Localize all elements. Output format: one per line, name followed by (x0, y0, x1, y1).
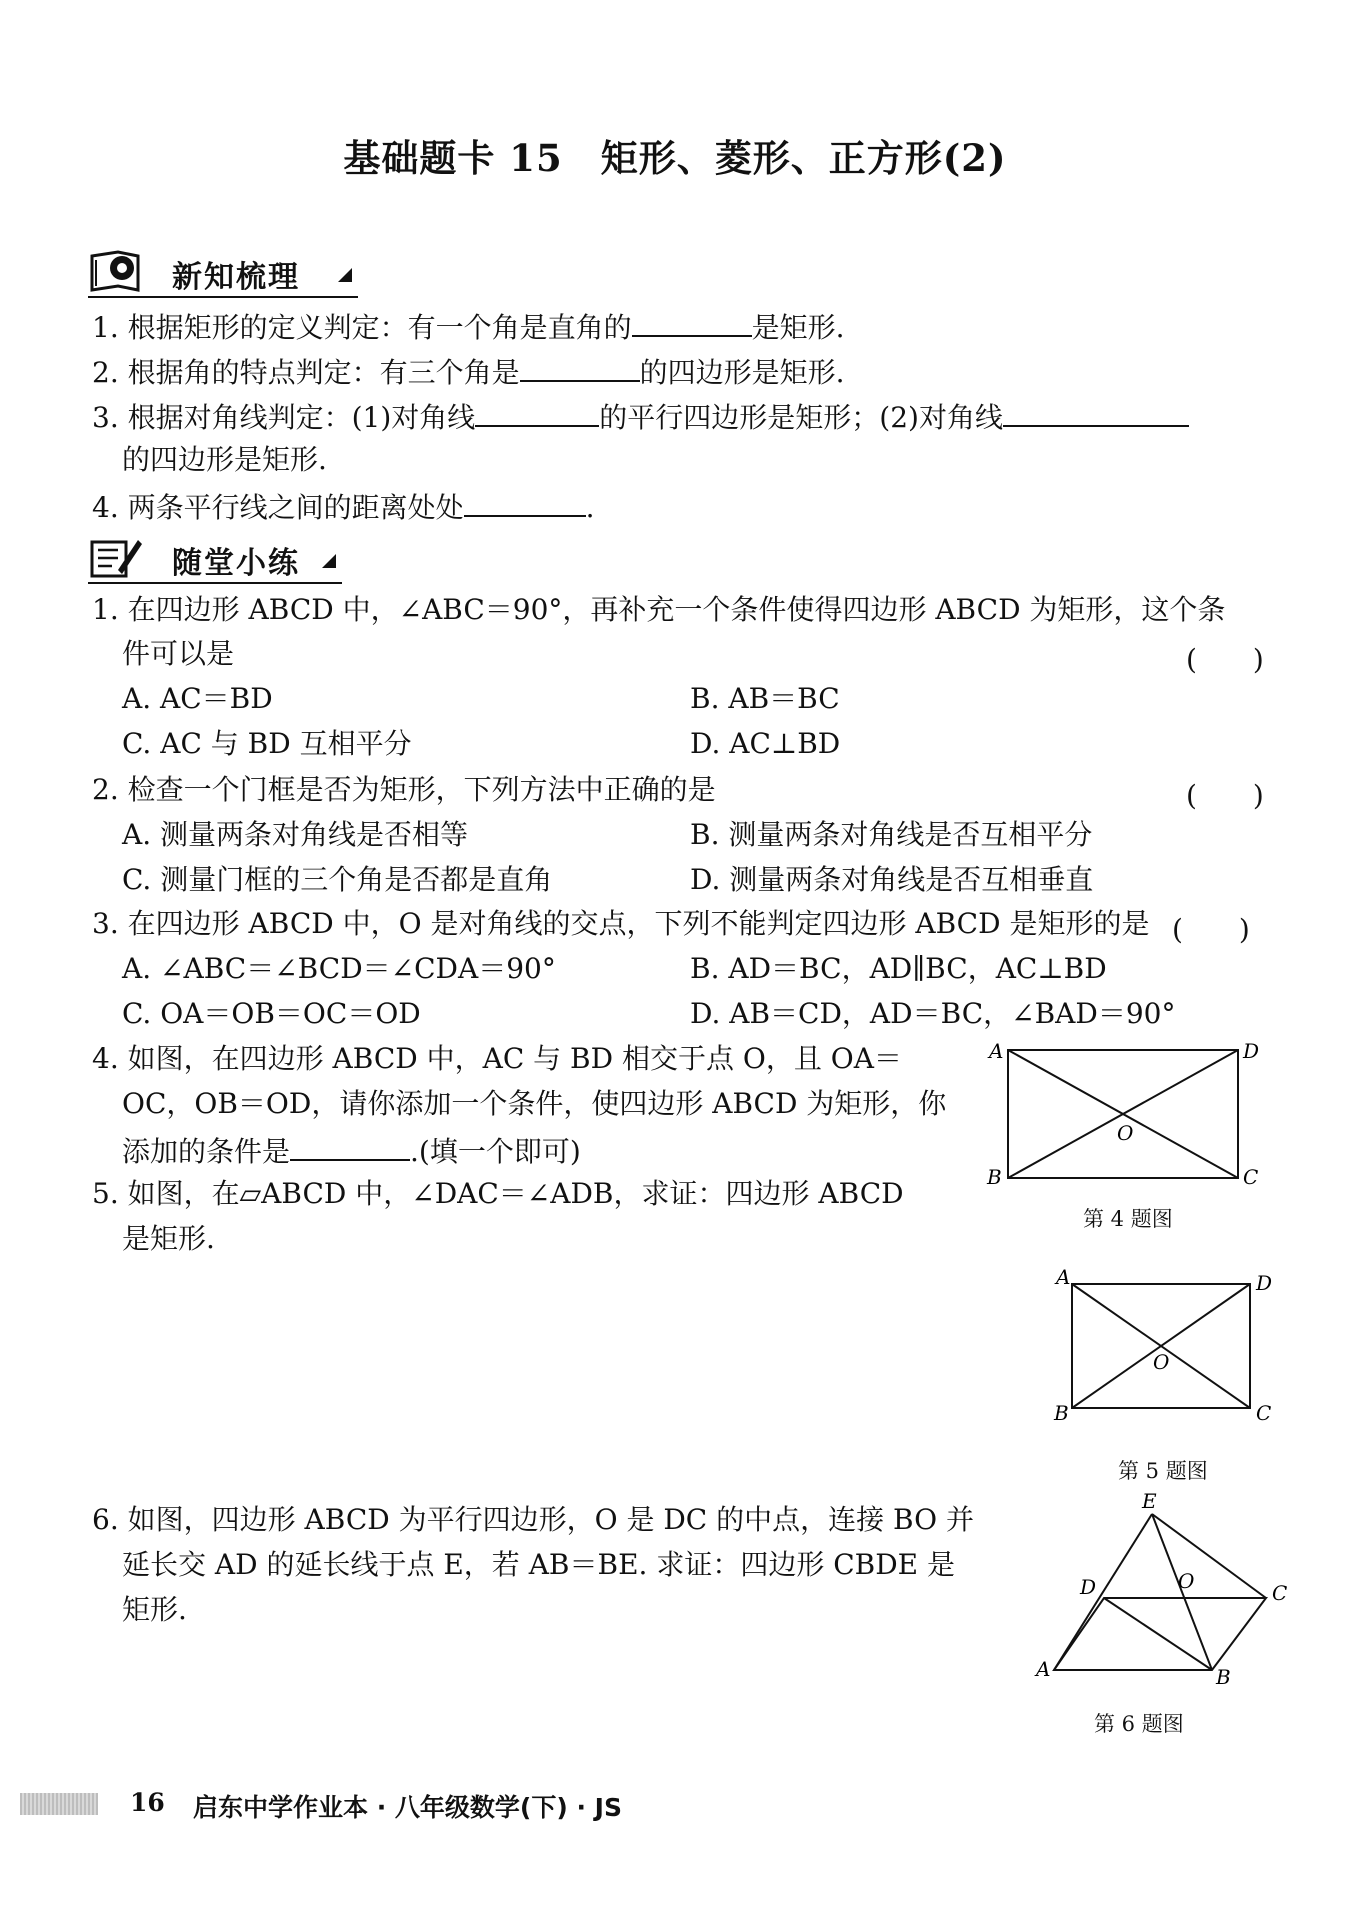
figure-4-caption: 第 4 题图 (1083, 1207, 1173, 1231)
answer-blank[interactable] (475, 395, 599, 427)
knowledge-item-3-cont: 的四边形是矩形. (122, 443, 327, 476)
knowledge-item-3: 3. 根据对角线判定：(1)对角线 的平行四边形是矩形；(2)对角线 (92, 395, 1189, 438)
section-heading-new-knowledge (88, 246, 358, 298)
option-d[interactable]: D. AB＝CD，AD＝BC，∠BAD＝90° (690, 997, 1176, 1030)
footer-decoration-bar (20, 1793, 98, 1815)
option-c[interactable]: C. OA＝OB＝OC＝OD (122, 997, 421, 1030)
question-1-stem: 1. 在四边形 ABCD 中，∠ABC＝90°，再补充一个条件使得四边形 ABCD 为矩形，这个条 (92, 593, 1226, 626)
vertex-label-a: A (989, 1040, 1004, 1063)
figure-6-caption: 第 6 题图 (1094, 1712, 1184, 1736)
question-2-stem: 2. 检查一个门框是否为矩形，下列方法中正确的是 (92, 773, 716, 806)
vertex-label-c: C (1256, 1401, 1272, 1425)
option-b[interactable]: B. AD＝BC，AD∥BC，AC⊥BD (690, 952, 1107, 985)
section-heading-label: 随堂小练 (172, 546, 300, 581)
knowledge-item-2: 2. 根据角的特点判定：有三个角是 的四边形是矩形. (92, 350, 845, 393)
line-ae (1054, 1514, 1152, 1670)
notebook-pen-icon (88, 532, 144, 580)
question-1-stem-cont: 件可以是 (122, 637, 235, 670)
question-4-line-2: OC，OB＝OD，请你添加一个条件，使四边形 ABCD 为矩形，你 (122, 1087, 947, 1120)
knowledge-item-1: 1. 根据矩形的定义判定：有一个角是直角的 是矩形. (92, 305, 845, 348)
option-a[interactable]: A. AC＝BD (122, 682, 273, 715)
question-5-line-1: 5. 如图，在▱ABCD 中，∠DAC＝∠ADB，求证：四边形 ABCD (92, 1177, 904, 1210)
parallelogram-abcd (1054, 1598, 1266, 1670)
footer-book-title: 启东中学作业本 · 八年级数学(下) · JS (193, 1793, 622, 1822)
question-6-line-3: 矩形. (122, 1593, 187, 1626)
vertex-label-b: B (1216, 1665, 1231, 1689)
page-title: 基础题卡 15 矩形、菱形、正方形(2) (343, 136, 1007, 180)
vertex-label-b: B (987, 1165, 1002, 1189)
corner-triangle-icon (322, 554, 336, 568)
vertex-label-d: D (1256, 1271, 1273, 1295)
option-c[interactable]: C. 测量门框的三个角是否都是直角 (122, 863, 553, 896)
vertex-label-d: D (1243, 1040, 1260, 1063)
vertex-label-c: C (1243, 1165, 1259, 1189)
answer-bracket[interactable]: ( ) (1172, 913, 1250, 946)
question-4-line-1: 4. 如图，在四边形 ABCD 中，AC 与 BD 相交于点 O，且 OA＝ (92, 1042, 902, 1075)
option-a[interactable]: A. 测量两条对角线是否相等 (122, 818, 469, 851)
figure-5-rectangle-diagram (1050, 1268, 1280, 1428)
answer-blank[interactable] (290, 1129, 410, 1161)
section-heading-practice (88, 532, 342, 584)
option-a[interactable]: A. ∠ABC＝∠BCD＝∠CDA＝90° (122, 952, 556, 985)
vertex-label-b: B (1054, 1401, 1069, 1425)
segment-db (1104, 1598, 1212, 1670)
vertex-label-a: A (1056, 1268, 1071, 1289)
figure-5-caption: 第 5 题图 (1118, 1459, 1208, 1483)
answer-bracket[interactable]: ( ) (1186, 779, 1264, 812)
answer-blank[interactable] (632, 305, 752, 337)
question-6-line-2: 延长交 AD 的延长线于点 E，若 AB＝BE. 求证：四边形 CBDE 是 (122, 1548, 956, 1581)
corner-triangle-icon (338, 268, 352, 282)
answer-bracket[interactable]: ( ) (1186, 643, 1264, 676)
figure-6-parallelogram-diagram (1030, 1492, 1290, 1692)
answer-blank[interactable] (464, 485, 586, 517)
center-label-o: O (1153, 1350, 1170, 1374)
question-5-line-2: 是矩形. (122, 1222, 215, 1255)
answer-blank[interactable] (520, 350, 640, 382)
option-b[interactable]: B. AB＝BC (690, 682, 840, 715)
vertex-label-a: A (1036, 1657, 1051, 1681)
book-icon (88, 246, 144, 294)
page-number: 16 (130, 1788, 165, 1817)
point-label-o: O (1178, 1569, 1195, 1593)
figure-4-rectangle-diagram (985, 1040, 1265, 1190)
section-heading-label: 新知梳理 (172, 260, 300, 295)
question-4-line-3: 添加的条件是 .(填一个即可) (122, 1129, 581, 1172)
question-6-line-1: 6. 如图，四边形 ABCD 为平行四边形，O 是 DC 的中点，连接 BO 并 (92, 1503, 974, 1536)
knowledge-item-4: 4. 两条平行线之间的距离处处 . (92, 485, 595, 528)
option-d[interactable]: D. AC⊥BD (690, 727, 841, 760)
option-c[interactable]: C. AC 与 BD 互相平分 (122, 727, 412, 760)
vertex-label-e: E (1142, 1492, 1157, 1513)
center-label-o: O (1117, 1121, 1134, 1145)
option-b[interactable]: B. 测量两条对角线是否互相平分 (690, 818, 1093, 851)
vertex-label-d: D (1080, 1575, 1097, 1599)
vertex-label-c: C (1272, 1581, 1288, 1605)
option-d[interactable]: D. 测量两条对角线是否互相垂直 (690, 863, 1094, 896)
answer-blank[interactable] (1003, 395, 1189, 427)
question-3-stem: 3. 在四边形 ABCD 中，O 是对角线的交点，下列不能判定四边形 ABCD 是矩形的是 (92, 907, 1150, 940)
